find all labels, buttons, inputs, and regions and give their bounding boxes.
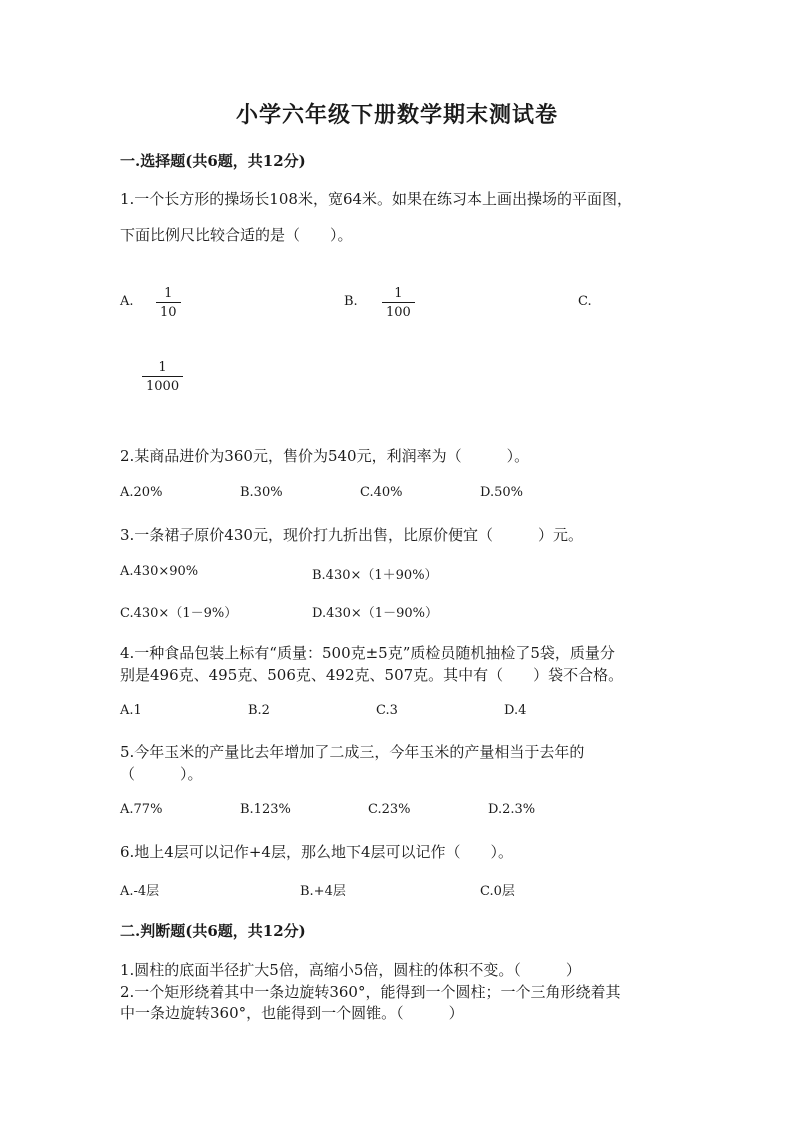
- fraction-denominator: 1000: [146, 379, 180, 394]
- judgment-question-1: 1.圆柱的底面半径扩大5倍，高缩小5倍，圆柱的体积不变。（ ）: [120, 961, 581, 979]
- question-1-line-1: 1.一个长方形的操场长108米，宽64米。如果在练习本上画出操场的平面图，: [120, 190, 633, 208]
- page-title: 小学六年级下册数学期末测试卷: [235, 102, 558, 128]
- judgment-question-2-line-2: 中一条边旋转360°，也能得到一个圆锥。（ ）: [120, 1004, 464, 1022]
- question-3-option-c: C.430×（1－9%）: [120, 606, 238, 621]
- question-1-line-2: 下面比例尺比较合适的是（ ）。: [120, 226, 353, 244]
- question-3-option-b: B.430×（1＋90%）: [312, 568, 438, 583]
- fraction-denominator: 100: [386, 305, 411, 320]
- question-1-option-a-fraction: [156, 287, 181, 319]
- question-2-option-d: D.50%: [480, 485, 523, 500]
- question-6-option-a: A.-4层: [120, 884, 160, 899]
- question-1-option-b-label: B.: [344, 294, 358, 309]
- question-4-line-1: 4.一种食品包装上标有“质量：500克±5克”质检员随机抽检了5袋，质量分: [120, 644, 615, 662]
- question-3-option-d: D.430×（1－90%）: [312, 606, 438, 621]
- question-2-text: 2.某商品进价为360元，售价为540元，利润率为（ ）。: [120, 447, 530, 465]
- fraction-numerator: 1: [164, 286, 173, 301]
- question-5-option-a: A.77%: [120, 802, 163, 817]
- question-5-option-b: B.123%: [240, 802, 291, 817]
- question-3-option-a: A.430×90%: [120, 564, 199, 579]
- question-3-text: 3.一条裙子原价430元，现价打九折出售，比原价便宜（ ）元。: [120, 526, 583, 544]
- question-2-option-c: C.40%: [360, 485, 403, 500]
- question-5-line-2: （ ）。: [120, 765, 203, 783]
- question-4-option-d: D.4: [504, 703, 527, 718]
- fraction-numerator: 1: [158, 360, 167, 375]
- section-heading-choice: 一.选择题(共6题，共12分): [120, 152, 306, 170]
- question-1-option-c-fraction: [142, 361, 183, 393]
- question-1-option-c-label: C.: [578, 294, 592, 309]
- judgment-question-2-line-1: 2.一个矩形绕着其中一条边旋转360°，能得到一个圆柱；一个三角形绕着其: [120, 983, 621, 1001]
- question-4-option-a: A.1: [120, 703, 142, 718]
- question-2-option-a: A.20%: [120, 485, 163, 500]
- question-4-line-2: 别是496克、495克、506克、492克、507克。其中有（ ）袋不合格。: [120, 666, 624, 684]
- question-6-option-c: C.0层: [480, 884, 515, 899]
- question-4-option-c: C.3: [376, 703, 398, 718]
- section-heading-true-false: 二.判断题(共6题，共12分): [120, 922, 306, 940]
- question-6-option-b: B.+4层: [300, 884, 346, 899]
- question-1-option-b-fraction: [382, 287, 415, 319]
- question-4-option-b: B.2: [248, 703, 270, 718]
- question-5-line-1: 5.今年玉米的产量比去年增加了二成三，今年玉米的产量相当于去年的: [120, 743, 585, 761]
- fraction-numerator: 1: [394, 286, 403, 301]
- question-5-option-d: D.2.3%: [488, 802, 536, 817]
- question-2-option-b: B.30%: [240, 485, 283, 500]
- question-1-option-a-label: A.: [120, 294, 134, 309]
- question-5-option-c: C.23%: [368, 802, 411, 817]
- question-6-text: 6.地上4层可以记作+4层，那么地下4层可以记作（ ）。: [120, 843, 514, 861]
- fraction-denominator: 10: [160, 305, 177, 320]
